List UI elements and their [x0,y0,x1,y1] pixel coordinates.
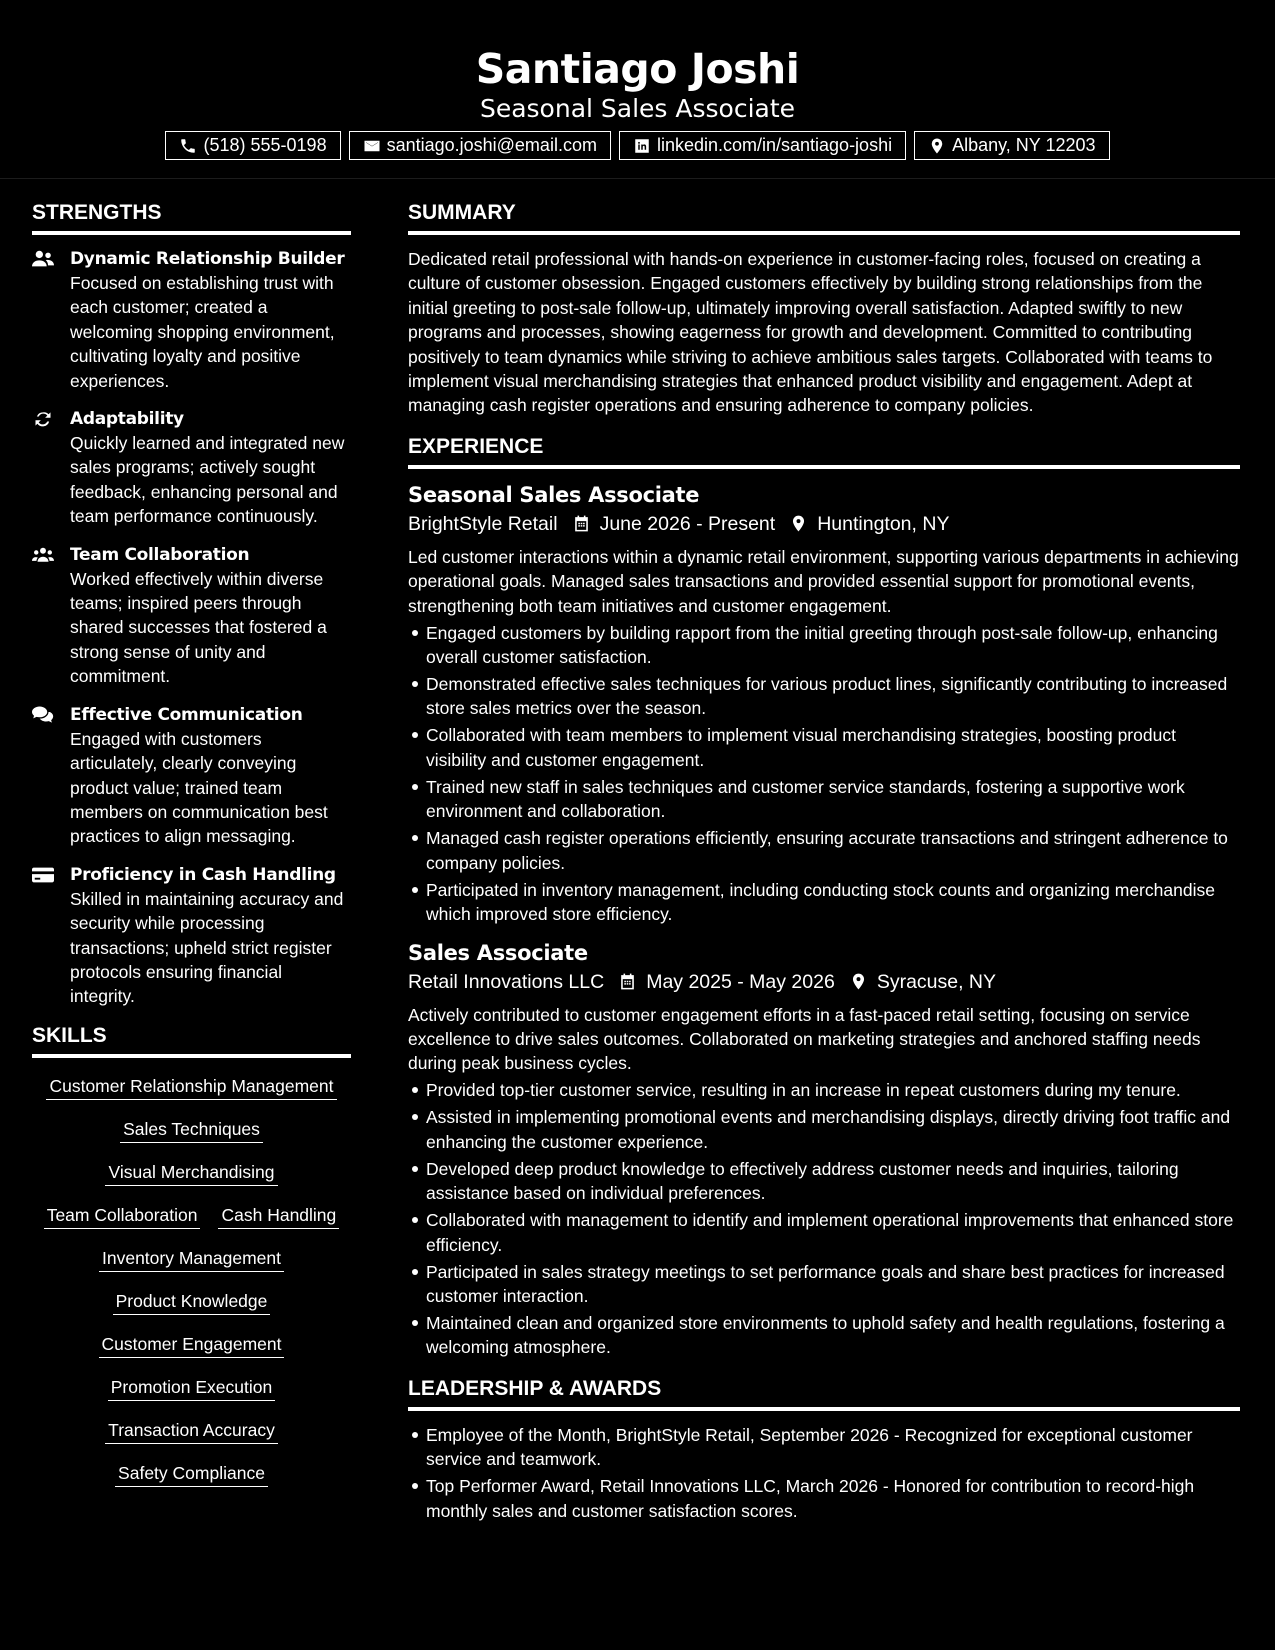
contact-phone[interactable] [165,131,340,160]
resume-header [0,0,1275,179]
credit-card-icon [32,865,54,885]
skill-tag: Customer Relationship Management [46,1074,336,1100]
comments-icon [32,705,54,725]
team-icon [32,545,54,565]
job-dates: June 2026 - Present [599,512,776,535]
contact-location-text: Albany, NY 12203 [952,135,1096,155]
award-item: Employee of the Month, BrightStyle Retail, September 2026 - Recognized for exceptional customer service and teamwork. [426,1423,1240,1472]
job-location: Huntington, NY [817,512,950,535]
job-bullet: Collaborated with management to identify and implement operational improvements that enhanced store efficiency. [426,1208,1240,1257]
strength-item [32,247,351,393]
job-bullet: Collaborated with team members to implement visual merchandising strategies, boosting product visibility and customer engagement. [426,723,1240,772]
skill-tag: Sales Techniques [120,1117,263,1143]
skill-tag: Product Knowledge [113,1289,271,1315]
contact-location [914,131,1109,160]
summary-heading: SUMMARY [408,200,1240,235]
skill-tag: Team Collaboration [44,1203,201,1229]
skill-tag: Customer Engagement [99,1332,285,1358]
job-bullet: Engaged customers by building rapport from the initial greeting through post-sale follow-up, enhancing overall customer satisfaction. [426,621,1240,670]
job-dates: May 2025 - May 2026 [646,970,835,993]
job-bullet: Maintained clean and organized store environments to uphold safety and health regulations, fostering a welcoming atmosphere. [426,1311,1240,1360]
strength-desc: Focused on establishing trust with each customer; created a welcoming shopping environment, cultivating loyalty and positive experiences. [70,273,335,391]
strength-item [32,703,351,849]
award-item: Top Performer Award, Retail Innovations LLC, March 2026 - Honored for contribution to record-high monthly sales and customer satisfaction scores. [426,1474,1240,1523]
skill-tag: Inventory Management [99,1246,284,1272]
strength-title: Team Collaboration [70,544,250,565]
users-icon [32,249,54,269]
job-bullets [408,621,1240,927]
skills-heading: SKILLS [32,1023,351,1058]
job-bullet: Participated in sales strategy meetings to set performance goals and share best practices for increased customer interaction. [426,1260,1240,1309]
skill-tag: Safety Compliance [115,1461,268,1487]
job-summary: Led customer interactions within a dynamic retail environment, supporting various departments in achieving operational goals. Managed sales transactions and provided essential support for promotional events, strengthening both team initiatives and customer engagement. [408,546,1239,616]
strength-desc: Skilled in maintaining accuracy and security while processing transactions; upheld strict register protocols ensuring financial integrity. [70,888,344,1007]
awards-list [408,1423,1240,1523]
candidate-title: Seasonal Sales Associate [479,94,796,123]
phone-icon [179,137,197,155]
strengths-heading: STRENGTHS [32,200,351,235]
awards-heading: LEADERSHIP & AWARDS [408,1376,1240,1411]
job-company: BrightStyle Retail [408,512,558,535]
sync-icon [32,409,54,429]
experience-heading: EXPERIENCE [408,434,1240,469]
job-bullet: Participated in inventory management, including conducting stock counts and organizing merchandise which improved store efficiency. [426,878,1240,927]
skill-tag: Promotion Execution [108,1375,275,1401]
skill-tag: Visual Merchandising [105,1160,277,1186]
job-bullet: Provided top-tier customer service, resulting in an increase in repeat customers during my tenure. [426,1078,1240,1102]
summary-text: Dedicated retail professional with hands-on experience in customer-facing roles, focused on creating a culture of customer obsession. Engaged customers effectively by building strong relationships from the initial greeting to post-sale follow-up, ultimately improving overall satisfaction. Adapted swiftly to new programs and processes, showing eagerness for growth and development. Committed to contributing positively to team dynamics while striving to achieve ambitious sales targets. Collaborated with teams to implement visual merchandising strategies that enhanced product visibility and engagement. Adept at managing cash register operations and ensuring adherence to company policies. [408,249,1213,416]
contact-linkedin[interactable] [619,131,906,160]
strength-item [32,543,351,689]
strength-item [32,407,351,529]
left-column [32,200,351,1487]
skill-tag: Transaction Accuracy [105,1418,278,1444]
strength-title: Proficiency in Cash Handling [70,864,336,885]
calendar-icon [572,514,591,533]
contact-bar [0,131,1275,160]
job-bullet: Managed cash register operations efficiently, ensuring accurate transactions and stringent adherence to company policies. [426,826,1240,875]
strength-title: Effective Communication [70,704,303,725]
calendar-icon [618,972,637,991]
strength-desc: Worked effectively within diverse teams; inspired peers through shared successes that fostered a strong sense of unity and commitment. [70,568,327,687]
contact-phone-text: (518) 555-0198 [203,135,327,155]
job-entry [408,939,1240,1360]
strength-desc: Engaged with customers articulately, clearly conveying product value; trained team members on communication best practices to align messaging. [70,728,328,847]
job-bullet: Trained new staff in sales techniques and customer service standards, fostering a supportive work environment and collaboration. [426,775,1240,824]
location-pin-icon [928,137,946,155]
job-summary: Actively contributed to customer engagement efforts in a fast-paced retail setting, focusing on service excellence to drive sales outcomes. Collaborated on marketing strategies and anchored staffing needs during peak business cycles. [408,1004,1201,1074]
skill-tag: Cash Handling [218,1203,339,1229]
linkedin-icon [633,137,651,155]
job-title: Seasonal Sales Associate [408,482,700,507]
contact-email[interactable] [349,131,611,160]
contact-email-text: santiago.joshi@email.com [386,135,597,155]
job-entry [408,481,1240,927]
job-meta [408,509,1240,539]
job-title: Sales Associate [408,940,588,965]
job-bullet: Developed deep product knowledge to effectively address customer needs and inquiries, tailoring assistance based on individual preferences. [426,1157,1240,1206]
job-location: Syracuse, NY [876,970,997,993]
strength-title: Dynamic Relationship Builder [70,249,345,269]
job-bullets [408,1078,1240,1359]
candidate-name: Santiago Joshi [475,45,800,93]
job-bullet: Demonstrated effective sales techniques for various product lines, significantly contributing to increased store sales metrics over the season. [426,672,1240,721]
job-company: Retail Innovations LLC [408,970,605,993]
location-pin-icon [849,972,868,991]
job-bullet: Assisted in implementing promotional events and merchandising displays, directly driving foot traffic and enhancing the customer experience. [426,1105,1240,1154]
strength-item [32,863,351,1009]
location-pin-icon [789,514,808,533]
strength-desc: Quickly learned and integrated new sales programs; actively sought feedback, enhancing personal and team performance continuously. [70,433,345,527]
right-column [408,200,1240,1523]
strength-title: Adaptability [70,409,184,430]
job-meta [408,967,1240,997]
envelope-icon [363,137,381,155]
contact-linkedin-text: linkedin.com/in/santiago-joshi [656,135,893,155]
skills-list [32,1074,351,1487]
